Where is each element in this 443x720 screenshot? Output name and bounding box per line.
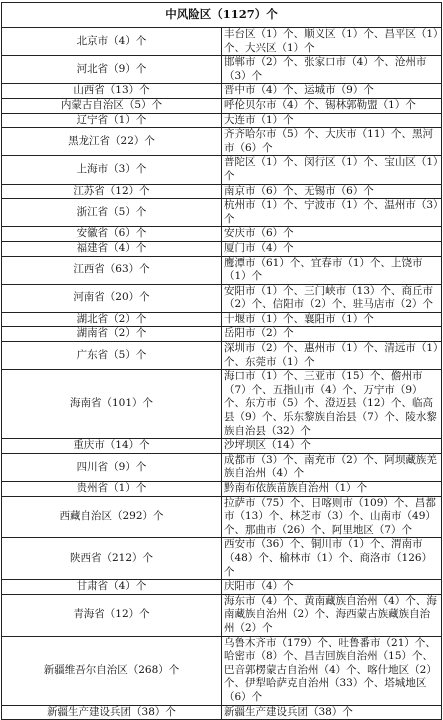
region-cell: 海南省（101）个	[2, 370, 222, 439]
region-cell: 青海省（12）个	[2, 594, 222, 636]
table-row	[2, 199, 442, 227]
table-row	[2, 705, 442, 720]
detail-cell: 普陀区（1）个、闵行区（1）个、宝山区（1）个	[222, 156, 442, 184]
detail-cell: 沙坪坝区（14）个	[222, 439, 442, 454]
detail-cell: 庆阳市（4）个	[222, 580, 442, 595]
table-row	[2, 241, 442, 256]
detail-cell: 鹰潭市（61）个、宜春市（1）个、上饶市（1）个	[222, 256, 442, 284]
table-row	[2, 453, 442, 481]
detail-cell: 杭州市（1）个、宁波市（1）个、温州市（3）个	[222, 199, 442, 227]
title-row	[2, 3, 442, 28]
risk-area-table	[1, 2, 442, 720]
region-cell: 湖北省（2）个	[2, 312, 222, 327]
detail-cell: 岳阳市（2）个	[222, 327, 442, 342]
table-row	[2, 84, 442, 99]
detail-cell: 十堰市（1）个、襄阳市（1）个	[222, 312, 442, 327]
region-cell: 湖南省（2）个	[2, 327, 222, 342]
table-row	[2, 128, 442, 156]
table-row	[2, 28, 442, 56]
table-row	[2, 580, 442, 595]
region-cell: 河北省（9）个	[2, 56, 222, 84]
region-cell: 上海市（3）个	[2, 156, 222, 184]
table-row	[2, 284, 442, 312]
region-cell: 新疆维吾尔自治区（268）个	[2, 636, 222, 705]
detail-cell: 大连市（1）个	[222, 113, 442, 128]
region-cell: 新疆生产建设兵团（38）个	[2, 705, 222, 720]
detail-cell: 海东市（4）个、黄南藏族自治州（4）个、海南藏族自治州（2）个、海西蒙古族藏族自治州（2）个	[222, 594, 442, 636]
region-cell: 福建省（4）个	[2, 241, 222, 256]
region-cell: 辽宁省（1）个	[2, 113, 222, 128]
table-row	[2, 439, 442, 454]
region-cell: 甘肃省（4）个	[2, 580, 222, 595]
region-cell: 江苏省（12）个	[2, 184, 222, 199]
region-cell: 北京市（4）个	[2, 28, 222, 56]
detail-cell: 晋中市（4）个、运城市（9）个	[222, 84, 442, 99]
detail-cell: 齐齐哈尔市（5）个、大庆市（11）个、黑河市（6）个	[222, 128, 442, 156]
region-cell: 浙江省（5）个	[2, 199, 222, 227]
region-cell: 重庆市（14）个	[2, 439, 222, 454]
detail-cell: 丰台区（1）个、顺义区（1）个、昌平区（1）个、大兴区（1）个	[222, 28, 442, 56]
table-row	[2, 538, 442, 580]
table-row	[2, 184, 442, 199]
detail-cell: 新疆生产建设兵团（38）个	[222, 705, 442, 720]
table-row	[2, 636, 442, 705]
table-row	[2, 370, 442, 439]
region-cell: 江西省（63）个	[2, 256, 222, 284]
region-cell: 山西省（13）个	[2, 84, 222, 99]
table-row	[2, 227, 442, 242]
table-row	[2, 482, 442, 497]
detail-cell: 西安市（36）个、铜川市（1）个、渭南市（48）个、榆林市（1）个、商洛市（126）个	[222, 538, 442, 580]
region-cell: 西藏自治区（292）个	[2, 496, 222, 538]
region-cell: 内蒙古自治区（5）个	[2, 98, 222, 113]
table-row	[2, 156, 442, 184]
region-cell: 四川省（9）个	[2, 453, 222, 481]
table-row	[2, 342, 442, 370]
detail-cell: 安庆市（6）个	[222, 227, 442, 242]
table-row	[2, 496, 442, 538]
detail-cell: 呼伦贝尔市（4）个、锡林郭勒盟（1）个	[222, 98, 442, 113]
table-row	[2, 256, 442, 284]
detail-cell: 拉萨市（75）个、日喀则市（109）个、昌都市（13）个、林芝市（3）个、山南市（49）个、那曲市（26）个、阿里地区（7）个	[222, 496, 442, 538]
detail-cell: 成都市（3）个、南充市（2）个、阿坝藏族羌族自治州（4）个	[222, 453, 442, 481]
detail-cell: 南京市（6）个、无锡市（6）个	[222, 184, 442, 199]
detail-cell: 厦门市（4）个	[222, 241, 442, 256]
region-cell: 河南省（20）个	[2, 284, 222, 312]
detail-cell: 邯郸市（2）个、张家口市（4）个、沧州市（3）个	[222, 56, 442, 84]
table-row	[2, 113, 442, 128]
detail-cell: 深圳市（2）个、惠州市（1）个、清远市（1）个、东莞市（1）个	[222, 342, 442, 370]
region-cell: 广东省（5）个	[2, 342, 222, 370]
table-row	[2, 56, 442, 84]
table-title: 中风险区（1127）个	[2, 3, 442, 28]
detail-cell: 海口市（1）个、三亚市（15）个、儋州市（7）个、五指山市（4）个、万宁市（9）个、东方市（5）个、澄迈县（12）个、临高县（9）个、乐东黎族自治县（7）个、陵水黎族自治县（32）个	[222, 370, 442, 439]
region-cell: 陕西省（212）个	[2, 538, 222, 580]
table-row	[2, 594, 442, 636]
region-cell: 贵州省（1）个	[2, 482, 222, 497]
detail-cell: 黔南布依族苗族自治州（1）个	[222, 482, 442, 497]
region-cell: 黑龙江省（22）个	[2, 128, 222, 156]
detail-cell: 安阳市（1）个、三门峡市（13）个、商丘市（2）个、信阳市（2）个、驻马店市（2）个	[222, 284, 442, 312]
region-cell: 安徽省（6）个	[2, 227, 222, 242]
table-row	[2, 98, 442, 113]
table-row	[2, 327, 442, 342]
table-row	[2, 312, 442, 327]
detail-cell: 乌鲁木齐市（179）个、吐鲁番市（21）个、哈密市（8）个、昌吉回族自治州（15）个、巴音郭楞蒙古自治州（4）个、喀什地区（2）个、伊犁哈萨克自治州（33）个、塔城地区（6）个	[222, 636, 442, 705]
